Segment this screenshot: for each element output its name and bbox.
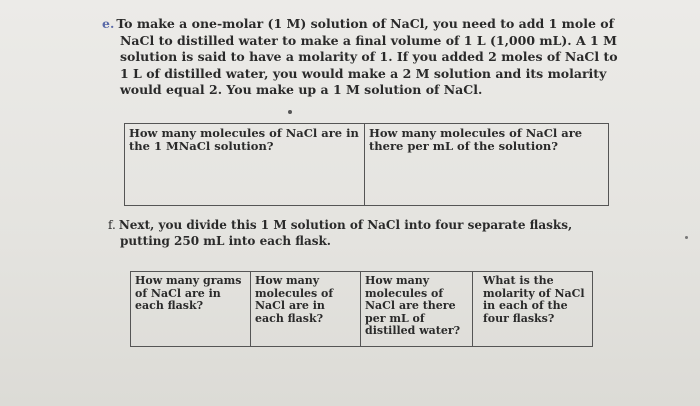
item-e-marker: e. — [102, 16, 115, 31]
table-f-header-3: How many molecules of NaCl are there per mL of distilled water? — [365, 274, 461, 337]
item-e-paragraph — [102, 16, 620, 99]
table-f-cell-molarity[interactable] — [473, 272, 593, 347]
item-e-text: To make a one-molar (1 M) solution of NaCl, you need to add 1 mole of NaCl to distilled water to make a final volume of 1 L (1,000 mL). A 1 M solution is said to have a molarity of 1. If you added 2 moles of NaCl to 1 L of distilled water, you would make a 2 M solution and its molarity would equal 2. You make up a 1 M solution of NaCl. — [116, 16, 618, 97]
table-e — [124, 123, 609, 206]
item-f-text: Next, you divide this 1 M solution of NaCl into four separate flasks, putting 250 mL into each flask. — [118, 218, 573, 248]
table-f-cell-grams-per-flask[interactable] — [131, 272, 251, 347]
table-e-cell-molecules-per-ml[interactable]: How many molecules of NaCl are there per mL of the solution? — [365, 124, 609, 206]
stray-dot-right — [685, 236, 688, 239]
stray-dot — [288, 110, 292, 114]
table-row — [125, 124, 609, 206]
table-f-cell-molecules-per-flask[interactable] — [251, 272, 361, 347]
table-f-header-4: What is the molarity of NaCl in each of the four flasks? — [483, 274, 585, 325]
table-f-header-2: How many molecules of NaCl are in each flask? — [255, 274, 334, 325]
table-f — [130, 271, 593, 347]
table-e-cell-molecules-in-solution[interactable]: How many molecules of NaCl are in the 1 MNaCl solution? — [125, 124, 365, 206]
table-row — [131, 272, 593, 347]
table-f-cell-molecules-per-ml[interactable] — [361, 272, 473, 347]
item-f-paragraph — [108, 217, 590, 249]
table-f-header-1: How many grams of NaCl are in each flask? — [135, 274, 242, 312]
item-f-marker: f. — [108, 218, 116, 232]
